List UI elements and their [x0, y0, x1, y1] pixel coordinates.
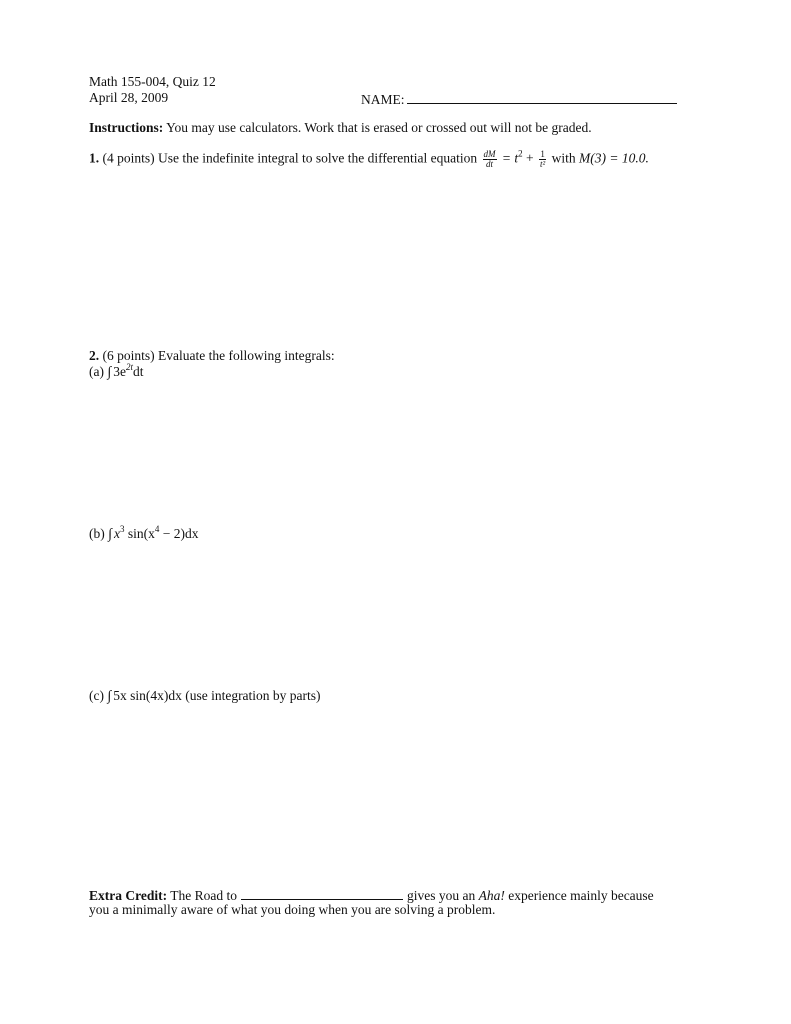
q2a-label: (a) — [89, 364, 104, 379]
q2a-exp: 2t — [125, 362, 133, 372]
course-title: Math 155-004, Quiz 12 — [89, 74, 216, 89]
q2-part-a — [89, 364, 143, 381]
q2a-integrand: 3e — [113, 364, 126, 379]
name-field[interactable] — [361, 90, 677, 108]
quiz-date: April 28, 2009 — [89, 90, 169, 105]
q2-part-b — [89, 526, 198, 543]
extra-aha: Aha! — [478, 888, 505, 903]
q2-number: 2. — [89, 348, 100, 363]
q1-frac2-num: 1 — [540, 149, 545, 159]
q1-text: (4 points) Use the indefinite integral to solve the differential equation — [102, 150, 478, 166]
q2c-label: (c) — [89, 688, 104, 703]
extra-blank[interactable] — [241, 886, 403, 900]
q2b-exp: 3 — [119, 524, 125, 534]
q1-eq: = t — [501, 150, 519, 166]
q1-with: with — [551, 150, 576, 166]
q2b-tail: − 2)dx — [162, 526, 199, 541]
extra-text3: experience mainly because — [508, 888, 654, 903]
q2-part-c — [89, 688, 321, 705]
question-1 — [89, 150, 649, 169]
q2c-note: (use integration by parts) — [185, 688, 321, 703]
instructions-label: Instructions: — [89, 120, 164, 135]
integral-sign: ∫ — [107, 365, 112, 380]
q1-frac2-den: t² — [540, 159, 546, 169]
q1-condition: M(3) = 10.0. — [579, 150, 649, 166]
extra-line2: you a minimally aware of what you doing when you are solving a problem. — [89, 902, 496, 917]
q2c-integrand: 5x sin(4x)dx — [113, 688, 182, 703]
integral-sign: ∫ — [107, 689, 112, 704]
q1-plus: + — [526, 150, 534, 166]
q1-number: 1. — [89, 150, 100, 166]
q1-exp: 2 — [518, 148, 523, 159]
name-label: NAME: — [361, 92, 405, 107]
extra-text1: The Road to — [170, 888, 237, 903]
instructions — [89, 120, 592, 136]
q2a-d: dt — [132, 364, 144, 379]
q1-frac-den: dt — [486, 159, 494, 169]
q2b-exp2: 4 — [154, 524, 160, 534]
q1-reciprocal-fraction — [539, 150, 546, 169]
instructions-text: You may use calculators. Work that is erased or crossed out will not be graded. — [166, 120, 592, 135]
integral-sign: ∫ — [108, 527, 112, 542]
q2b-label: (b) — [89, 526, 105, 541]
q2b-integrand: x — [113, 526, 120, 541]
q1-derivative-fraction — [483, 150, 497, 169]
extra-label: Extra Credit: — [89, 888, 168, 903]
extra-text2: gives you an — [407, 888, 476, 903]
q2-text: (6 points) Evaluate the following integrals: — [102, 348, 335, 363]
q2b-mid: sin(x — [127, 526, 155, 541]
q1-frac-num: dM — [483, 149, 496, 159]
name-blank[interactable] — [407, 90, 677, 104]
